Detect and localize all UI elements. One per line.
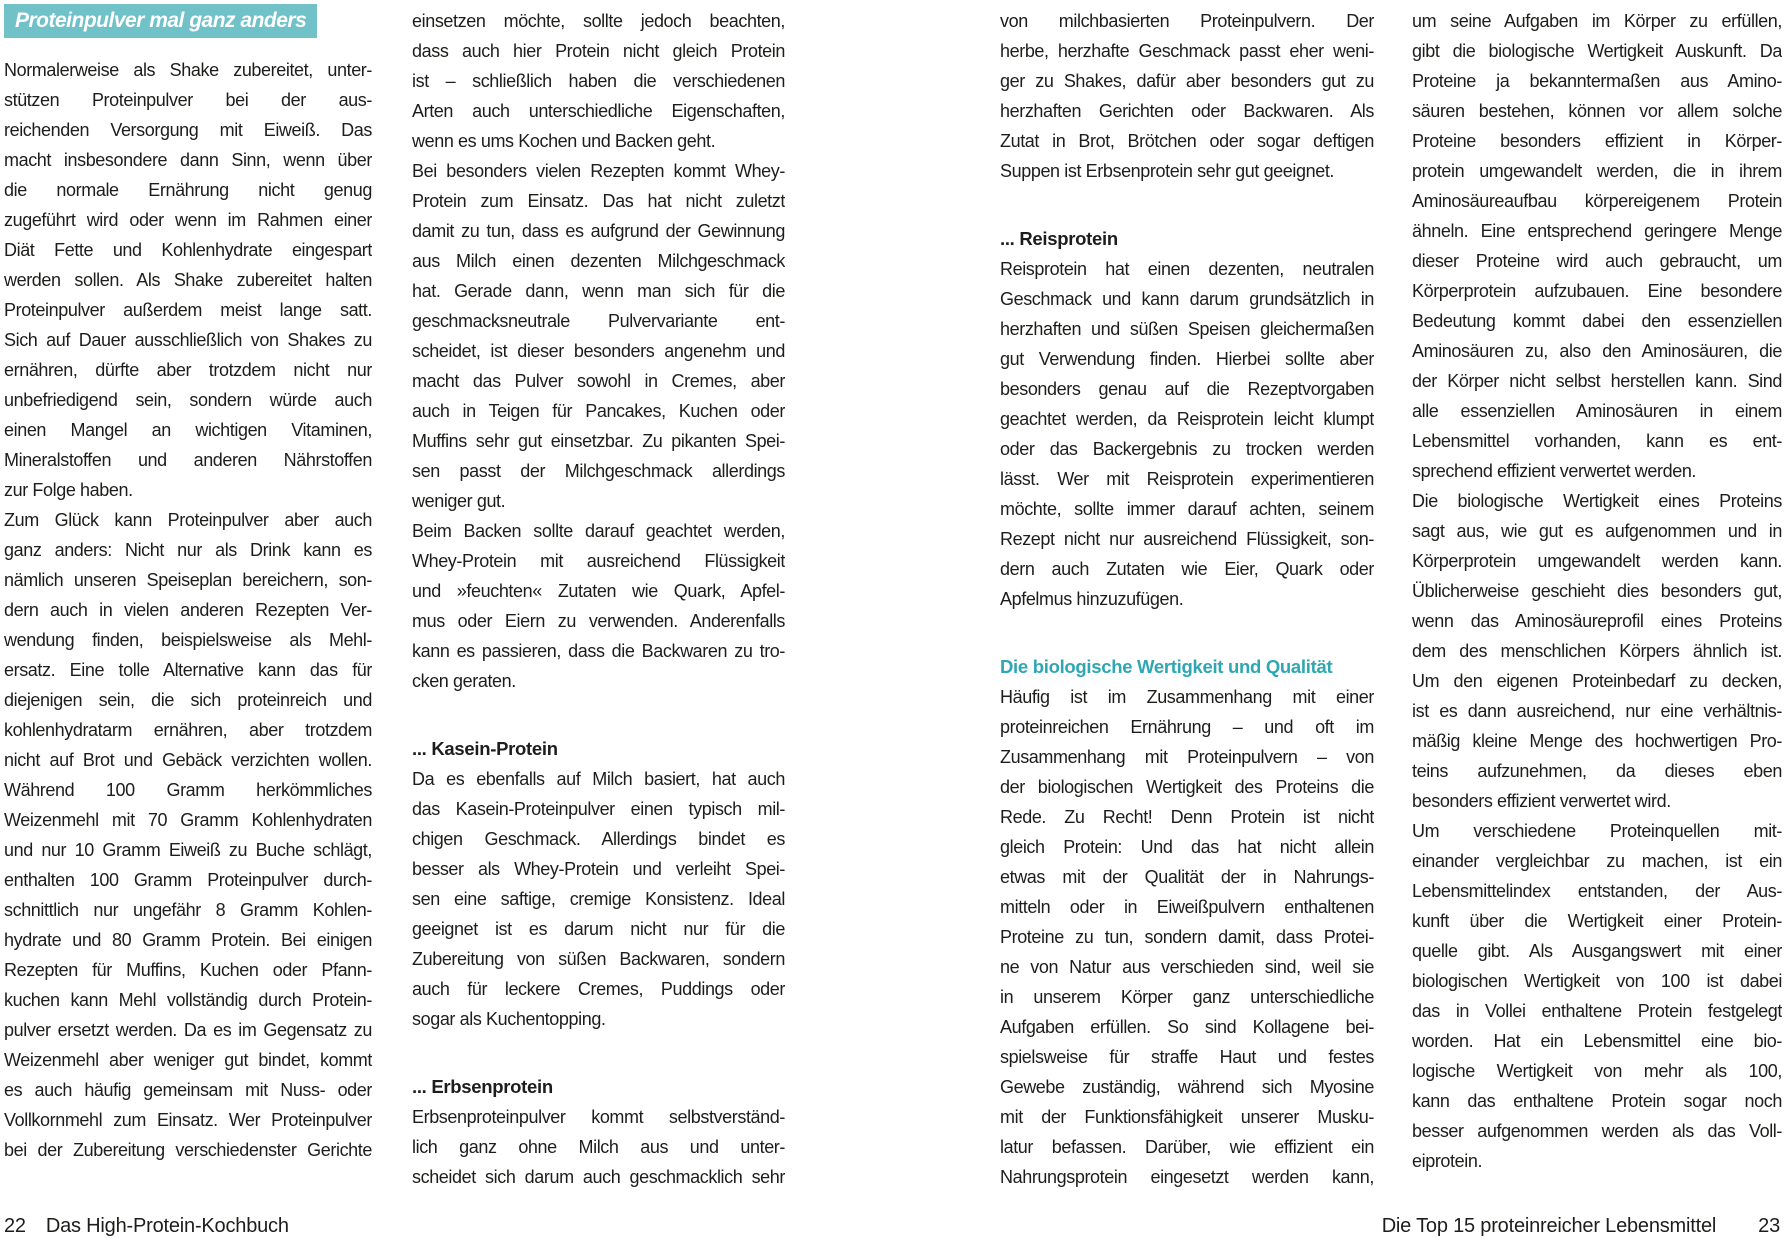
text-line: kuchen kann Mehl vollständig durch Protein- — [4, 990, 372, 1010]
text-line: Aufgaben erfüllen. So sind Kollagene bei- — [1000, 1017, 1374, 1037]
text-line: dern auch in vielen anderen Rezepten Ver- — [4, 600, 372, 620]
text-line: Während 100 Gramm herkömmliches — [4, 780, 372, 800]
text-line: Zusammenhang mit Proteinpulvern – von — [1000, 747, 1374, 767]
text-line: dieser Proteine wird auch gebraucht, um — [1412, 251, 1782, 271]
footer-right — [1382, 1212, 1780, 1240]
protein-subheading: ... Kasein-Protein — [412, 738, 558, 759]
text-line: Reisprotein hat einen dezenten, neutralen — [1000, 259, 1374, 279]
text-line: Zum Glück kann Proteinpulver aber auch — [4, 510, 372, 530]
text-line: Geschmack und kann darum grundsätzlich in — [1000, 289, 1374, 309]
text-line: sogar als Kuchentopping. — [412, 1009, 606, 1029]
text-line: mit der Funktionsfähigkeit unserer Musku- — [1000, 1107, 1374, 1127]
text-line: kohlenhydratarm ernähren, aber trotzdem — [4, 720, 372, 740]
text-line: der biologischen Wertigkeit des Proteins die — [1000, 777, 1374, 797]
text-line: macht das Pulver sowohl in Cremes, aber — [412, 371, 785, 391]
text-line: Diät Fette und Kohlenhydrate eingespart — [4, 240, 372, 260]
column-3 — [1000, 6, 1374, 1192]
text-line: zugeführt wird oder wenn im Rahmen einer — [4, 210, 372, 230]
protein-subheading: ... Erbsenprotein — [412, 1076, 553, 1097]
text-line: es auch häufig gemeinsam mit Nuss- oder — [4, 1080, 372, 1100]
text-line: auch in Teigen für Pancakes, Kuchen oder — [412, 401, 785, 421]
text-line: das Kasein-Proteinpulver einen typisch mil- — [412, 799, 785, 819]
text-line: stützen Proteinpulver bei der aus- — [4, 90, 372, 110]
page-title: Proteinpulver mal ganz anders — [4, 4, 317, 38]
text-line: worden. Hat ein Lebensmittel eine bio- — [1412, 1031, 1782, 1051]
text-line: oder das Backergebnis zu trocken werden — [1000, 439, 1374, 459]
text-line: besser als Whey-Protein und verleiht Spei- — [412, 859, 785, 879]
text-line: einander vergleichbar zu machen, ist ein — [1412, 851, 1782, 871]
column-2 — [412, 6, 785, 1192]
text-line: ernähren, dürfte aber trotzdem nicht nur — [4, 360, 372, 380]
text-line: Beim Backen sollte darauf geachtet werden, — [412, 521, 785, 541]
text-line: Da es ebenfalls auf Milch basiert, hat auch — [412, 769, 785, 789]
paragraph — [1412, 486, 1782, 816]
text-line: logische Wertigkeit von mehr als 100, — [1412, 1061, 1782, 1081]
text-line: in unserem Körper ganz unterschiedliche — [1000, 987, 1374, 1007]
text-line: bei der Zubereitung verschiedenster Gerichte — [4, 1140, 372, 1160]
text-line: herzhaften und süßen Speisen gleichermaßen — [1000, 319, 1374, 339]
text-line: dem des menschlichen Körpers ähnlich ist. — [1412, 641, 1782, 661]
text-line: Gewebe zuständig, während sich Myosine — [1000, 1077, 1374, 1097]
text-line: unbefriedigend sein, sondern würde auch — [4, 390, 372, 410]
text-line: cken geraten. — [412, 671, 516, 691]
text-line: gut Verwendung finden. Hierbei sollte aber — [1000, 349, 1374, 369]
page-number-right: 23 — [1758, 1215, 1780, 1237]
text-line: enthalten 100 Gramm Proteinpulver durch- — [4, 870, 372, 890]
paragraph — [1000, 6, 1374, 186]
text-line: Zutat in Brot, Brötchen oder sogar deftigen — [1000, 131, 1374, 151]
text-line: Protein zum Einsatz. Das hat nicht zuletzt — [412, 191, 785, 211]
text-line: die normale Ernährung nicht genug — [4, 180, 372, 200]
paragraph — [412, 156, 785, 516]
text-line: Zubereitung von süßen Backwaren, sondern — [412, 949, 785, 969]
column-4 — [1412, 6, 1782, 1176]
chapter-title: Die Top 15 proteinreicher Lebensmittel — [1381, 1215, 1717, 1237]
text-line: das in Vollei enthaltene Protein festgelegt — [1412, 1001, 1782, 1021]
text-line: aus Milch einen dezenten Milchgeschmack — [412, 251, 785, 271]
text-line: ne von Natur aus verschieden sind, weil sie — [1000, 957, 1374, 977]
text-line: um seine Aufgaben im Körper zu erfüllen, — [1412, 11, 1782, 31]
text-line: gibt die biologische Wertigkeit Auskunft. Da — [1412, 41, 1782, 61]
text-line: Nahrungsprotein eingesetzt werden kann, — [1000, 1167, 1374, 1187]
text-line: proteinreichen Ernährung – und oft im — [1000, 717, 1374, 737]
text-line: schnittlich nur ungefähr 8 Gramm Kohlen- — [4, 900, 372, 920]
paragraph — [412, 1102, 785, 1192]
text-line: kann das enthaltene Protein sogar noch — [1412, 1091, 1782, 1111]
paragraph — [1412, 6, 1782, 486]
text-line: nicht auf Brot und Gebäck verzichten wollen. — [4, 750, 372, 770]
text-line: Aminosäureaufbau körpereigenem Protein — [1412, 191, 1782, 211]
text-line: Rede. Zu Recht! Denn Protein ist nicht — [1000, 807, 1374, 827]
text-line: biologischen Wertigkeit von 100 ist dabei — [1412, 971, 1782, 991]
text-line: lässt. Wer mit Reisprotein experimentieren — [1000, 469, 1374, 489]
text-line: kunft über die Wertigkeit einer Protein- — [1412, 911, 1782, 931]
text-line: wenn es ums Kochen und Backen geht. — [412, 131, 716, 151]
paragraph — [1412, 816, 1782, 1176]
text-line: sen eine saftige, cremige Konsistenz. Ideal — [412, 889, 785, 909]
text-line: protein umgewandelt werden, die in ihrem — [1412, 161, 1782, 181]
text-line: Um den eigenen Proteinbedarf zu decken, — [1412, 671, 1782, 691]
paragraph — [1000, 682, 1374, 1192]
text-line: Erbsenproteinpulver kommt selbstverständ- — [412, 1107, 785, 1127]
text-line: Häufig ist im Zusammenhang mit einer — [1000, 687, 1374, 707]
book-title: Das High-Protein-Kochbuch — [45, 1215, 289, 1237]
text-line: alle essenziellen Aminosäuren in einem — [1412, 401, 1782, 421]
text-line: scheidet, ist dieser besonders angenehm und — [412, 341, 785, 361]
text-line: quelle gibt. Als Ausgangswert mit einer — [1412, 941, 1782, 961]
text-line: geschmacksneutrale Pulvervariante ent- — [412, 311, 785, 331]
protein-subheading: ... Reisprotein — [1000, 228, 1118, 249]
text-line: latur befassen. Darüber, wie effizient ein — [1000, 1137, 1374, 1157]
text-line: Üblicherweise geschieht dies besonders gut, — [1412, 581, 1782, 601]
text-line: wenn das Aminosäureprofil eines Proteins — [1412, 611, 1782, 631]
text-line: Sich auf Dauer ausschließlich von Shakes zu — [4, 330, 372, 350]
text-line: Aminosäuren zu, also den Aminosäuren, die — [1412, 341, 1782, 361]
text-line: ersatz. Eine tolle Alternative kann das für — [4, 660, 372, 680]
paragraph — [4, 55, 372, 505]
text-line: säuren bestehen, können vor allem solche — [1412, 101, 1782, 121]
text-line: lich ganz ohne Milch aus und unter- — [412, 1137, 785, 1157]
text-line: einen Mangel an wichtigen Vitaminen, — [4, 420, 372, 440]
text-line: macht insbesondere dann Sinn, wenn über — [4, 150, 372, 170]
text-line: Muffins sehr gut einsetzbar. Zu pikanten Spei- — [412, 431, 785, 451]
text-line: damit zu tun, dass es aufgrund der Gewinnung — [412, 221, 785, 241]
text-line: herzhaften Gerichten oder Backwaren. Als — [1000, 101, 1374, 121]
text-line: Proteine zu tun, sondern damit, dass Protei- — [1000, 927, 1374, 947]
text-line: zur Folge haben. — [4, 480, 133, 500]
text-line: einsetzen möchte, sollte jedoch beachten, — [412, 11, 785, 31]
text-line: wendung finden, beispielsweise als Mehl- — [4, 630, 372, 650]
text-line: eiprotein. — [1412, 1151, 1483, 1171]
text-line: sen passt der Milchgeschmack allerdings — [412, 461, 785, 481]
text-line: ganz anders: Nicht nur als Drink kann es — [4, 540, 372, 560]
text-line: Suppen ist Erbsenprotein sehr gut geeignet. — [1000, 161, 1335, 181]
text-line: Lebensmittel vorhanden, kann es ent- — [1412, 431, 1782, 451]
paragraph — [4, 505, 372, 1165]
text-line: Die biologische Wertigkeit eines Proteins — [1412, 491, 1782, 511]
text-line: hat. Gerade dann, wenn man sich für die — [412, 281, 785, 301]
text-line: sagt aus, wie gut es aufgenommen und in — [1412, 521, 1782, 541]
text-line: kann es passieren, dass die Backwaren zu tro- — [412, 641, 785, 661]
text-line: Vollkornmehl zum Einsatz. Wer Proteinpulver — [4, 1110, 372, 1130]
paragraph — [412, 6, 785, 156]
text-line: Normalerweise als Shake zubereitet, unter- — [4, 60, 372, 80]
text-line: dern auch Zutaten wie Eier, Quark oder — [1000, 559, 1374, 579]
paragraph — [1000, 254, 1374, 614]
text-line: sprechend effizient verwertet werden. — [1412, 461, 1697, 481]
text-line: Whey-Protein mit ausreichend Flüssigkeit — [412, 551, 785, 571]
text-line: geachtet werden, da Reisprotein leicht klumpt — [1000, 409, 1374, 429]
text-line: und »feuchten« Zutaten wie Quark, Apfel- — [412, 581, 785, 601]
text-line: mus oder Eiern zu verwenden. Anderenfalls — [412, 611, 785, 631]
footer-left — [4, 1212, 289, 1240]
text-line: Proteine ja bekanntermaßen aus Amino- — [1412, 71, 1782, 91]
text-line: der Körper nicht selbst herstellen kann. Sind — [1412, 371, 1782, 391]
text-line: Proteine besonders effizient in Körper- — [1412, 131, 1782, 151]
text-line: Rezepten für Muffins, Kuchen oder Pfann- — [4, 960, 372, 980]
text-line: hydrate und 80 Gramm Protein. Bei einigen — [4, 930, 372, 950]
text-line: Körperprotein aufzubauen. Eine besondere — [1412, 281, 1782, 301]
text-line: ähneln. Eine entsprechend geringere Menge — [1412, 221, 1782, 241]
text-line: Körperprotein umgewandelt werden kann. — [1412, 551, 1782, 571]
page-number-left: 22 — [4, 1215, 26, 1237]
text-line: diejenigen sein, die sich proteinreich und — [4, 690, 372, 710]
text-line: Weizenmehl aber weniger gut bindet, kommt — [4, 1050, 372, 1070]
text-line: dass auch hier Protein nicht gleich Protein — [412, 41, 785, 61]
text-line: pulver ersetzt werden. Da es im Gegensatz zu — [4, 1020, 372, 1040]
text-line: etwas mit der Qualität der in Nahrungs- — [1000, 867, 1374, 887]
text-line: Rezept nicht nur ausreichend Flüssigkeit, son- — [1000, 529, 1374, 549]
text-line: Um verschiedene Proteinquellen mit- — [1412, 821, 1782, 841]
text-line: ist – schließlich haben die verschiedenen — [412, 71, 785, 91]
text-line: Bei besonders vielen Rezepten kommt Whey- — [412, 161, 785, 181]
text-line: weniger gut. — [412, 491, 506, 511]
text-line: Bedeutung kommt dabei den essenziellen — [1412, 311, 1782, 331]
text-line: besonders effizient verwertet wird. — [1412, 791, 1671, 811]
column-1 — [4, 4, 372, 1165]
text-line: teins aufzunehmen, da dieses eben — [1412, 761, 1782, 781]
section-heading: Die biologische Wertigkeit und Qualität — [1000, 656, 1333, 677]
text-line: Lebensmittelindex entstanden, der Aus- — [1412, 881, 1782, 901]
text-line: besser aufgenommen werden als das Voll- — [1412, 1121, 1782, 1141]
text-line: nämlich unseren Speiseplan bereichern, son- — [4, 570, 372, 590]
text-line: mäßig kleine Menge des hochwertigen Pro- — [1412, 731, 1782, 751]
text-line: werden sollen. Als Shake zubereitet halten — [4, 270, 372, 290]
text-line: geeignet ist es darum nicht nur für die — [412, 919, 785, 939]
text-line: mitteln oder in Eiweißpulvern enthaltenen — [1000, 897, 1374, 917]
text-line: auch für leckere Cremes, Puddings oder — [412, 979, 785, 999]
text-line: scheidet sich darum auch geschmacklich sehr — [412, 1167, 785, 1187]
text-line: herbe, herzhafte Geschmack passt eher weni- — [1000, 41, 1374, 61]
text-line: ist es dann ausreichend, nur eine verhältnis- — [1412, 701, 1782, 721]
text-line: Mineralstoffen und anderen Nährstoffen — [4, 450, 372, 470]
text-line: Weizenmehl mit 70 Gramm Kohlenhydraten — [4, 810, 372, 830]
text-line: Apfelmus hinzuzufügen. — [1000, 589, 1184, 609]
text-line: spielsweise für straffe Haut und festes — [1000, 1047, 1374, 1067]
text-line: gleich Protein: Und das hat nicht allein — [1000, 837, 1374, 857]
text-line: möchte, sollte immer darauf achten, seinem — [1000, 499, 1374, 519]
text-line: ger zu Shakes, dafür aber besonders gut zu — [1000, 71, 1374, 91]
paragraph — [412, 516, 785, 696]
text-line: besonders genau auf die Rezeptvorgaben — [1000, 379, 1374, 399]
text-line: und nur 10 Gramm Eiweiß zu Buche schlägt, — [4, 840, 372, 860]
paragraph — [412, 764, 785, 1034]
text-line: chigen Geschmack. Allerdings bindet es — [412, 829, 785, 849]
text-line: reichenden Versorgung mit Eiweiß. Das — [4, 120, 372, 140]
text-line: Proteinpulver außerdem meist lange satt. — [4, 300, 372, 320]
text-line: von milchbasierten Proteinpulvern. Der — [1000, 11, 1374, 31]
text-line: Arten auch unterschiedliche Eigenschaften, — [412, 101, 785, 121]
